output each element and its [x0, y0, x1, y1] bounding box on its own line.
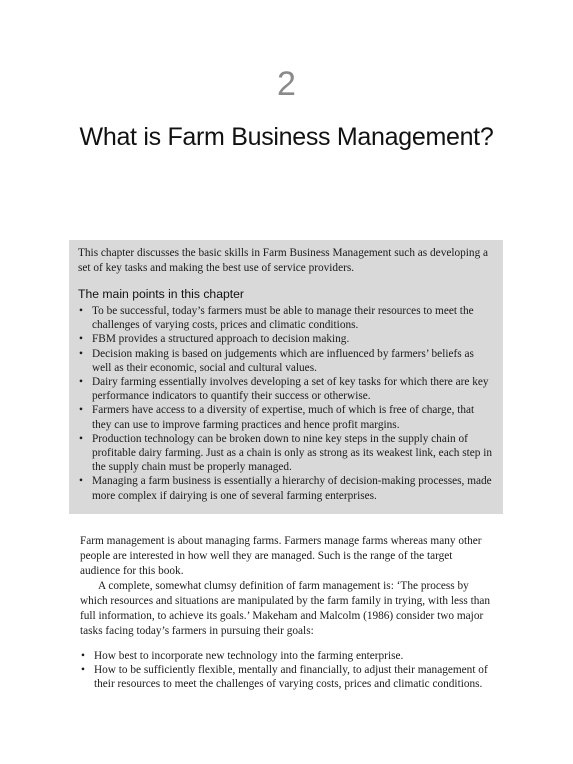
- body-paragraph: A complete, somewhat clumsy definition of farm management is: ‘The process by which resources and situations are manipulated by the farm family in trying, with less than full information, to achieve its goals.’ Makeham and Malcolm (1986) consider two major tasks facing today’s farmers in pursuing their goals:: [80, 580, 491, 637]
- chapter-summary-box: [69, 240, 503, 514]
- main-point-item: • Farmers have access to a diversity of expertise, much of which is free of charge, that they can use to improve farming practices and hence profit margins.: [78, 403, 495, 431]
- main-point-item: • Dairy farming essentially involves developing a set of key tasks for which there are key performance indicators to quantify their success or otherwise.: [78, 375, 495, 403]
- main-point-item: • Decision making is based on judgements which are influenced by farmers’ beliefs as well as their economic, social and cultural values.: [78, 347, 495, 375]
- main-point-item: • Production technology can be broken down to nine key steps in the supply chain of profitable dairy farming. Just as a chain is only as strong as its weakest link, each step in the supply chain must be properly managed.: [78, 432, 495, 475]
- body-bullet-list: [80, 649, 493, 692]
- main-point-item: • FBM provides a structured approach to decision making.: [78, 332, 495, 346]
- chapter-number: 2: [277, 65, 296, 103]
- main-point-item: • To be successful, today’s farmers must be able to manage their resources to meet the challenges of varying costs, prices and climatic conditions.: [78, 304, 495, 332]
- summary-intro: This chapter discusses the basic skills in Farm Business Management such as developing a set of key tasks and making the best use of service providers.: [78, 247, 489, 274]
- body-bullet-item: • How best to incorporate new technology into the farming enterprise.: [80, 649, 493, 663]
- chapter-title: What is Farm Business Management?: [79, 123, 494, 151]
- body-bullet-item: • How to be sufficiently flexible, mentally and financially, to adjust their management of their resources to meet the challenges of varying costs, prices and climatic conditions.: [80, 663, 493, 691]
- body-text: [80, 534, 493, 692]
- main-points-list: [78, 304, 495, 503]
- main-point-item: • Managing a farm business is essentially a hierarchy of decision-making processes, made more complex if dairying is one of several farming enterprises.: [78, 474, 495, 502]
- body-paragraph: Farm management is about managing farms. Farmers manage farms whereas many other people are interested in how well they are managed. Such is the range of the target audience for this book.: [80, 535, 482, 577]
- main-points-heading: The main points in this chapter: [78, 287, 244, 301]
